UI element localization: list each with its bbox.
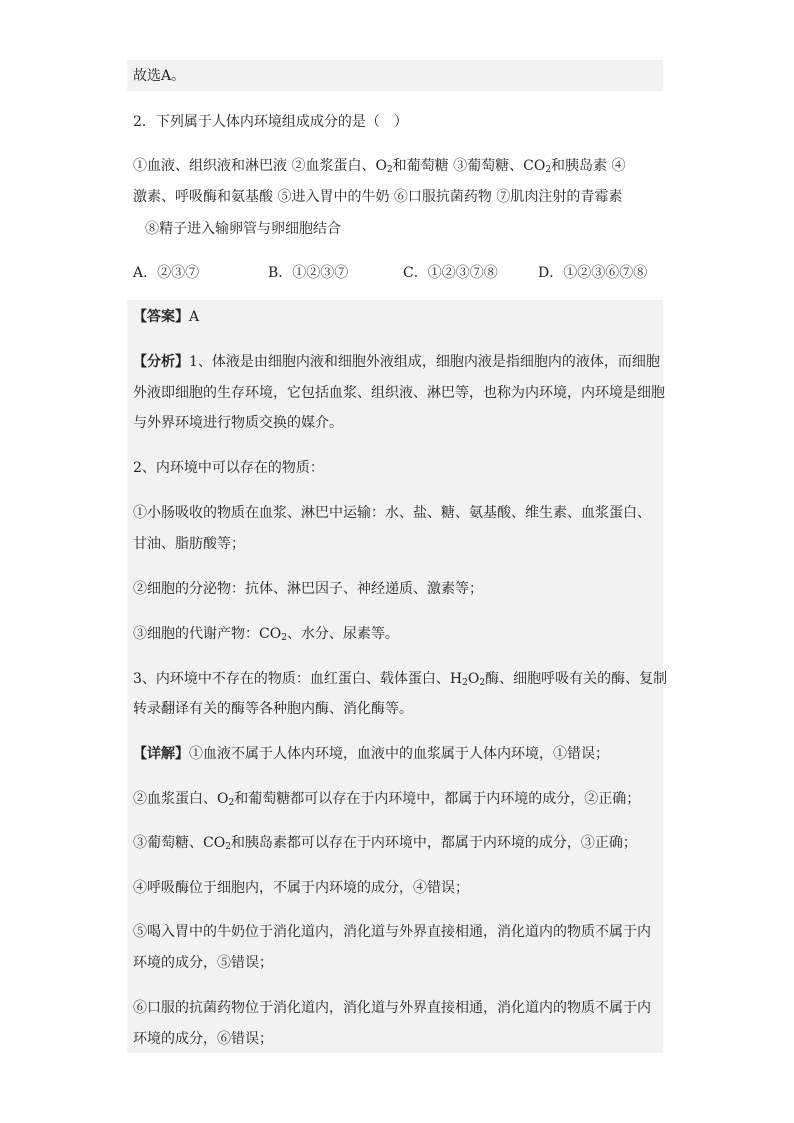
detail-label: 【详解】: [133, 746, 189, 762]
question-items-line-1: ①血液、组织液和淋巴液 ②血浆蛋白、$O_2$和葡萄糖 ③葡萄糖、$CO_2$和胰岛素 ④: [133, 158, 626, 175]
answer-line: [133, 308, 199, 326]
answer-value: A: [189, 309, 200, 325]
analysis-line-2: 外液即细胞的生存环境，它包括血浆、组织液、淋巴等，也称为内环境，内环境是细胞: [133, 385, 665, 401]
detail-d2: ②血浆蛋白、$O_2$和葡萄糖都可以存在于内环境中，都属于内环境的成分，②正确；: [133, 791, 641, 808]
question-items-line-3: ⑧精子进入输卵管与卵细胞结合: [145, 221, 341, 237]
analysis-p4: ②细胞的分泌物：抗体、淋巴因子、神经递质、激素等；: [133, 581, 483, 597]
analysis-label: 【分析】: [133, 354, 189, 370]
option-d: D．①②③⑥⑦⑧: [538, 265, 648, 281]
detail-d1: 【详解】①血液不属于人体内环境，血液中的血浆属于人体内环境，①错误；: [133, 746, 609, 762]
analysis-p6-line-1: 3、内环境中不存在的物质：血红蛋白、载体蛋白、$H_2O_2$酶、细胞呼吸有关的酶、复制: [133, 671, 668, 688]
detail-d5-line-2: 环境的成分，⑤错误；: [133, 955, 273, 971]
analysis-p3-line-1: ①小肠吸收的物质在血浆、淋巴中运输：水、盐、糖、氨基酸、维生素、血浆蛋白、: [133, 505, 651, 521]
question-title: 2．下列属于人体内环境组成成分的是（ ）: [133, 114, 408, 130]
option-b: B．①②③⑦: [268, 265, 349, 281]
analysis-p2: 2、内环境中可以存在的物质：: [133, 460, 324, 476]
detail-d6-line-1: ⑥口服的抗菌药物位于消化道内，消化道与外界直接相通，消化道内的物质不属于内: [133, 1000, 651, 1016]
analysis-p3-line-2: 甘油、脂肪酸等；: [133, 536, 245, 552]
analysis-line-1: 【分析】1、体液是由细胞内液和细胞外液组成，细胞内液是指细胞内的液体，而细胞: [133, 354, 660, 370]
analysis-line-3: 与外界环境进行物质交换的媒介。: [133, 415, 343, 431]
answer-label: 【答案】: [133, 309, 189, 325]
detail-d4: ④呼吸酶位于细胞内，不属于内环境的成分，④错误；: [133, 880, 469, 896]
detail-d6-line-2: 环境的成分，⑥错误；: [133, 1031, 273, 1047]
analysis-p6-line-2: 转录翻译有关的酶等各种胞内酶、消化酶等。: [133, 701, 413, 717]
analysis-p5: ③细胞的代谢产物：$CO_2$、水分、尿素等。: [133, 626, 399, 643]
shaded-block-prev-answer: [127, 60, 663, 91]
detail-d3: ③葡萄糖、$CO_2$和胰岛素都可以存在于内环境中，都属于内环境的成分，③正确；: [133, 835, 637, 852]
prev-answer-text: 故选A。: [133, 68, 186, 84]
option-c: C．①②③⑦⑧: [403, 265, 498, 281]
detail-d5-line-1: ⑤喝入胃中的牛奶位于消化道内，消化道与外界直接相通，消化道内的物质不属于内: [133, 924, 651, 940]
question-items-line-2: 激素、呼吸酶和氨基酸 ⑤进入胃中的牛奶 ⑥口服抗菌药物 ⑦肌肉注射的青霉素: [133, 189, 623, 205]
option-a: A．②③⑦: [133, 265, 200, 281]
